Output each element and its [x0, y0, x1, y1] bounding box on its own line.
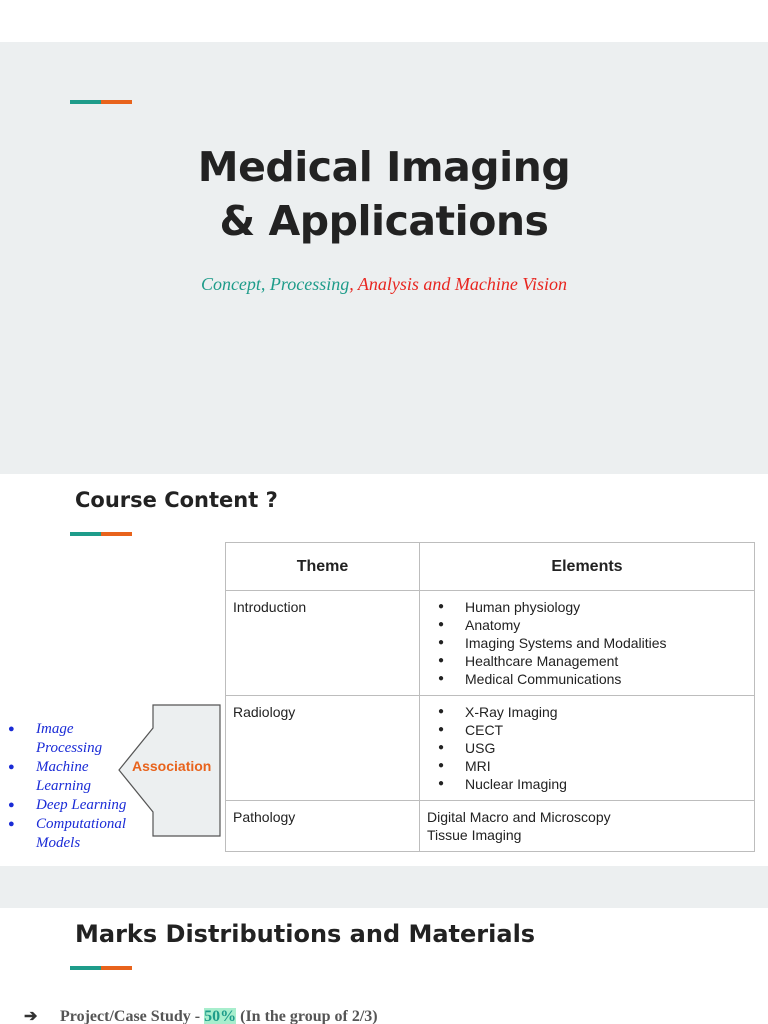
marks-bullet	[24, 1006, 378, 1024]
list-item: ● Image Processing	[8, 720, 128, 758]
table-row	[226, 696, 755, 801]
elements-line: Tissue Imaging	[427, 827, 522, 843]
elements-cell	[420, 591, 755, 696]
title-line-1: Medical Imaging	[197, 143, 571, 191]
elements-line: Digital Macro and Microscopy	[427, 809, 611, 825]
table-header-elements: Elements	[420, 543, 755, 591]
bullet-suffix: (In the group of 2/3)	[236, 1008, 378, 1024]
list-item: ● CECT	[465, 721, 747, 739]
association-label: Association	[132, 758, 212, 774]
bullet-prefix: Project/Case Study -	[60, 1008, 205, 1024]
subtitle-analysis: Analysis and Machine Vision	[353, 274, 568, 294]
list-item: ● Human physiology	[465, 598, 747, 616]
accent-bar	[70, 532, 132, 536]
table-row	[226, 591, 755, 696]
subtitle-concept: Concept, Processing	[200, 274, 350, 294]
elements-cell	[420, 696, 755, 801]
slide-subtitle	[0, 274, 768, 295]
list-item: ● Imaging Systems and Modalities	[465, 634, 747, 652]
accent-bar	[70, 100, 132, 104]
theme-cell: Introduction	[226, 591, 420, 696]
title-line-2: & Applications	[219, 197, 549, 245]
course-content-table	[225, 542, 755, 852]
theme-cell: Pathology	[226, 801, 420, 852]
theme-cell: Radiology	[226, 696, 420, 801]
elements-list	[427, 598, 747, 688]
title-slide	[0, 42, 768, 474]
course-content-slide	[0, 474, 768, 866]
slide-title: Marks Distributions and Materials	[75, 920, 536, 948]
slide-separator	[0, 866, 768, 908]
table-header-theme: Theme	[226, 543, 420, 591]
marks-slide	[0, 908, 768, 1024]
list-item: ● Computational Models	[8, 815, 128, 853]
bullet-highlight: 50%	[204, 1008, 237, 1024]
subtitle-separator: ,	[349, 274, 354, 294]
list-item: ● Deep Learning	[8, 796, 128, 815]
slide-title: Course Content ?	[75, 488, 278, 512]
list-item: ● USG	[465, 739, 747, 757]
list-item: ● Machine Learning	[8, 758, 128, 796]
elements-cell	[420, 801, 755, 852]
list-item: ● X-Ray Imaging	[465, 703, 747, 721]
accent-bar	[70, 966, 132, 970]
list-item: ● Healthcare Management	[465, 652, 747, 670]
association-list	[8, 720, 128, 853]
list-item: ● Nuclear Imaging	[465, 775, 747, 793]
table-row	[226, 801, 755, 852]
table-header-row	[226, 543, 755, 591]
elements-list	[427, 703, 747, 793]
list-item: ● MRI	[465, 757, 747, 775]
right-arrow-icon: ➔	[24, 1008, 38, 1024]
list-item: ● Anatomy	[465, 616, 747, 634]
list-item: ● Medical Communications	[465, 670, 747, 688]
slide-title	[0, 140, 768, 248]
